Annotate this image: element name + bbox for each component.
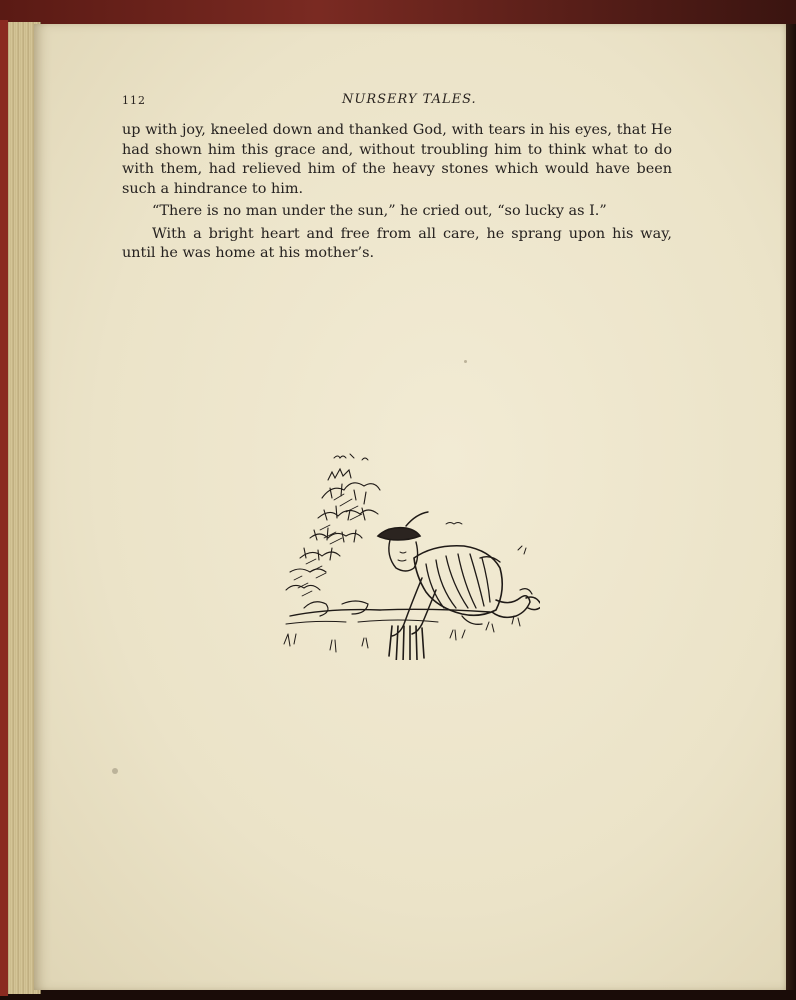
shoe — [526, 597, 540, 610]
running-head — [122, 92, 682, 112]
paragraph: “There is no man under the sun,” he cried out, “so lucky as I.” — [152, 203, 607, 219]
tunic-shading — [426, 554, 490, 608]
well-shaft — [389, 626, 424, 660]
paragraph: up with joy, kneeled down and thanked God, with tears in his eyes, that He had shown him this grace and, without troubling him to think what to do with them, had relieved him of the heavy stones which would have been such a hindrance to him. — [122, 122, 672, 197]
book-cover-left — [0, 20, 8, 996]
page-number: 112 — [122, 94, 146, 107]
book-cover-top — [0, 0, 796, 26]
kneeling-boy-illustration — [250, 440, 540, 660]
running-title: NURSERY TALES. — [342, 92, 477, 107]
bush-foliage — [286, 469, 380, 590]
head — [389, 540, 418, 571]
hat — [378, 528, 420, 540]
paper-speck — [464, 360, 467, 363]
paper-speck — [112, 768, 118, 774]
body-text — [122, 121, 672, 267]
bush-hatching — [294, 494, 362, 596]
arm — [392, 578, 422, 636]
paragraph: With a bright heart and free from all care, he sprang upon his way, until he was home at his mother’s. — [122, 225, 672, 261]
